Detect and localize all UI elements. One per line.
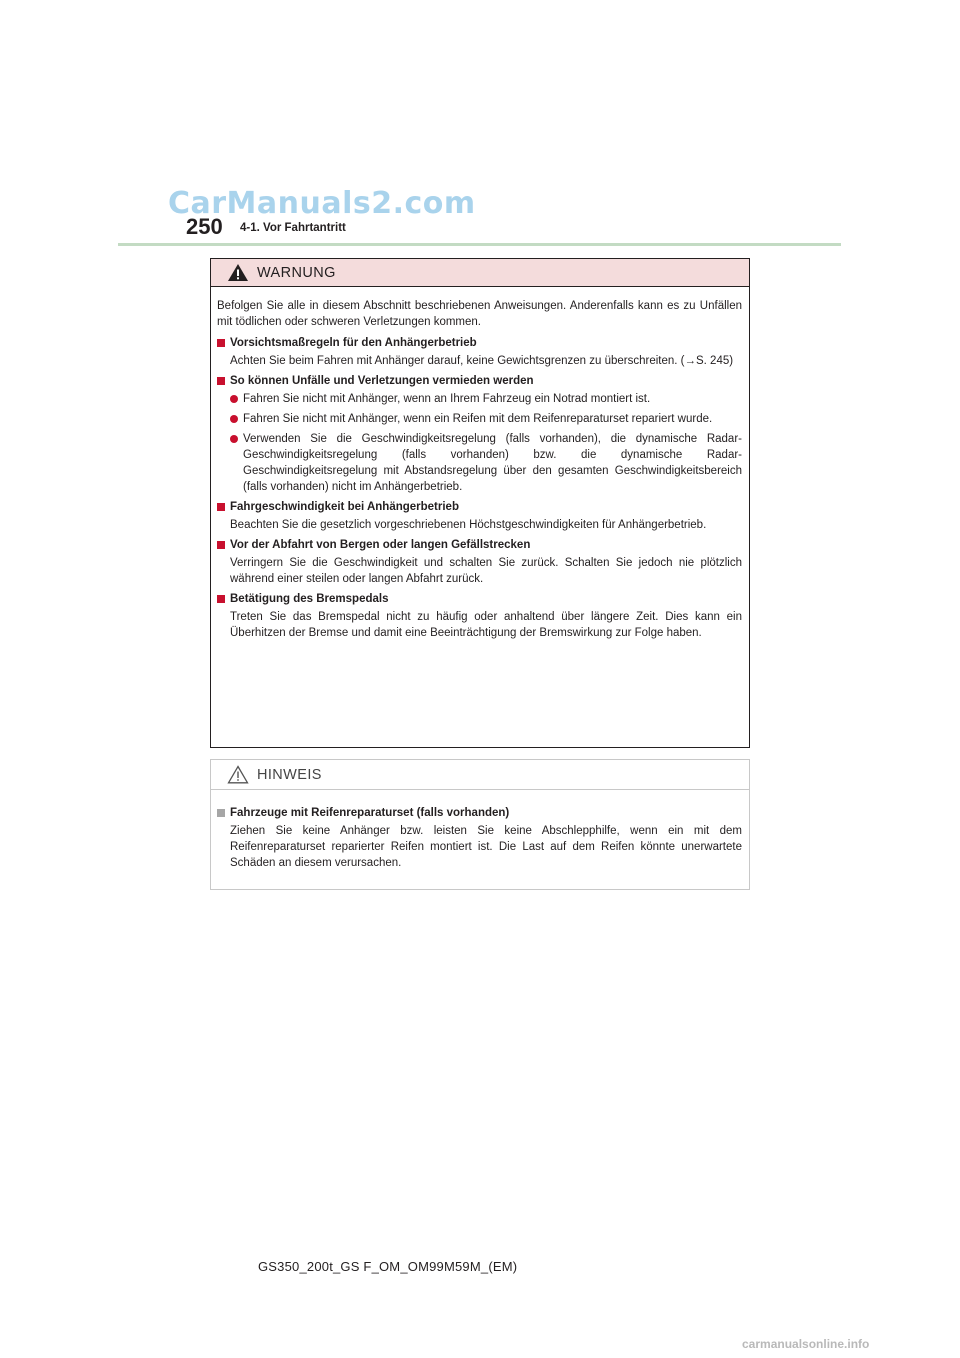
note-box [210, 759, 750, 890]
list-item [230, 411, 742, 427]
heading-text: So können Unfälle und Verletzungen vermieden werden [230, 375, 534, 387]
caution-triangle-icon [227, 765, 249, 784]
watermark-logo: CarManuals2.com [168, 186, 476, 221]
warning-header [211, 259, 749, 287]
warning-title: WARNUNG [257, 264, 336, 281]
section-title: 4-1. Vor Fahrtantritt [240, 222, 346, 234]
square-bullet-icon [217, 541, 225, 549]
note-body [211, 790, 749, 871]
warning-section-heading [217, 499, 742, 515]
square-bullet-icon [217, 503, 225, 511]
round-bullet-icon [230, 415, 238, 423]
list-item [230, 431, 742, 495]
note-title: HINWEIS [257, 766, 322, 783]
list-item [230, 391, 742, 407]
heading-text: Fahrzeuge mit Reifenreparaturset (falls vorhanden) [230, 807, 510, 819]
watermark-site: carmanualsonline.info [742, 1337, 870, 1351]
round-bullet-icon [230, 395, 238, 403]
warning-section-heading [217, 537, 742, 553]
warning-section-heading [217, 335, 742, 351]
round-bullet-icon [230, 435, 238, 443]
heading-text: Vor der Abfahrt von Bergen oder langen Gefällstrecken [230, 539, 531, 551]
note-header [211, 760, 749, 790]
bullet-text: Verwenden Sie die Geschwindigkeitsregelung (falls vorhanden), die dynamische Radar-Geschwindigkeitsregelung (falls vorhanden) bzw. die dynamische Radar-Geschwindigkeitsregelung mit Abstandsregelung über den gesamten Geschwindigkeitsbereich (falls vorhanden) nicht im Anhängerbetrieb. [243, 433, 742, 493]
warning-box [210, 258, 750, 748]
square-bullet-icon [217, 809, 225, 817]
page-number: 250 [186, 214, 223, 239]
square-bullet-icon [217, 377, 225, 385]
square-bullet-icon [217, 595, 225, 603]
warning-section-text: Treten Sie das Bremspedal nicht zu häufig oder anhaltend über längere Zeit. Dies kann ein Überhitzen der Bremse und damit eine Beeinträchtigung der Bremswirkung zur Folge haben. [230, 611, 742, 639]
heading-text: Fahrgeschwindigkeit bei Anhängerbetrieb [230, 501, 459, 513]
note-section-heading [217, 805, 742, 821]
bullet-text: Fahren Sie nicht mit Anhänger, wenn ein Reifen mit dem Reifenreparaturset repariert wurde. [243, 413, 713, 425]
warning-body [211, 287, 749, 641]
document-code-footer: GS350_200t_GS F_OM_OM99M59M_(EM) [258, 1259, 518, 1274]
heading-text: Vorsichtsmaßregeln für den Anhängerbetrieb [230, 337, 477, 349]
square-bullet-icon [217, 339, 225, 347]
note-section-text: Ziehen Sie keine Anhänger bzw. leisten Sie keine Abschlepphilfe, wenn ein mit dem Reifenreparaturset reparierter Reifen montiert ist. Die Last auf dem Reifen könnte unerwartete Schäden an diesem verursachen. [230, 825, 742, 869]
warning-section-text: Verringern Sie die Geschwindigkeit und schalten Sie zurück. Schalten Sie jedoch nie plötzlich während einer steilen oder langen Abfahrt zurück. [230, 557, 742, 585]
warning-intro: Befolgen Sie alle in diesem Abschnitt beschriebenen Anweisungen. Anderenfalls kann es zu Unfällen mit tödlichen oder schweren Verletzungen kommen. [217, 300, 742, 328]
warning-triangle-icon [227, 263, 249, 282]
warning-section-heading [217, 373, 742, 389]
warning-section-text: Beachten Sie die gesetzlich vorgeschriebenen Höchstgeschwindigkeiten für Anhängerbetrieb. [230, 519, 707, 531]
heading-text: Betätigung des Bremspedals [230, 593, 389, 605]
header-rule [118, 243, 841, 246]
warning-section-heading [217, 591, 742, 607]
warning-section-text: Achten Sie beim Fahren mit Anhänger darauf, keine Gewichtsgrenzen zu überschreiten. (→S. 245) [230, 355, 734, 367]
bullet-text: Fahren Sie nicht mit Anhänger, wenn an Ihrem Fahrzeug ein Notrad montiert ist. [243, 393, 651, 405]
